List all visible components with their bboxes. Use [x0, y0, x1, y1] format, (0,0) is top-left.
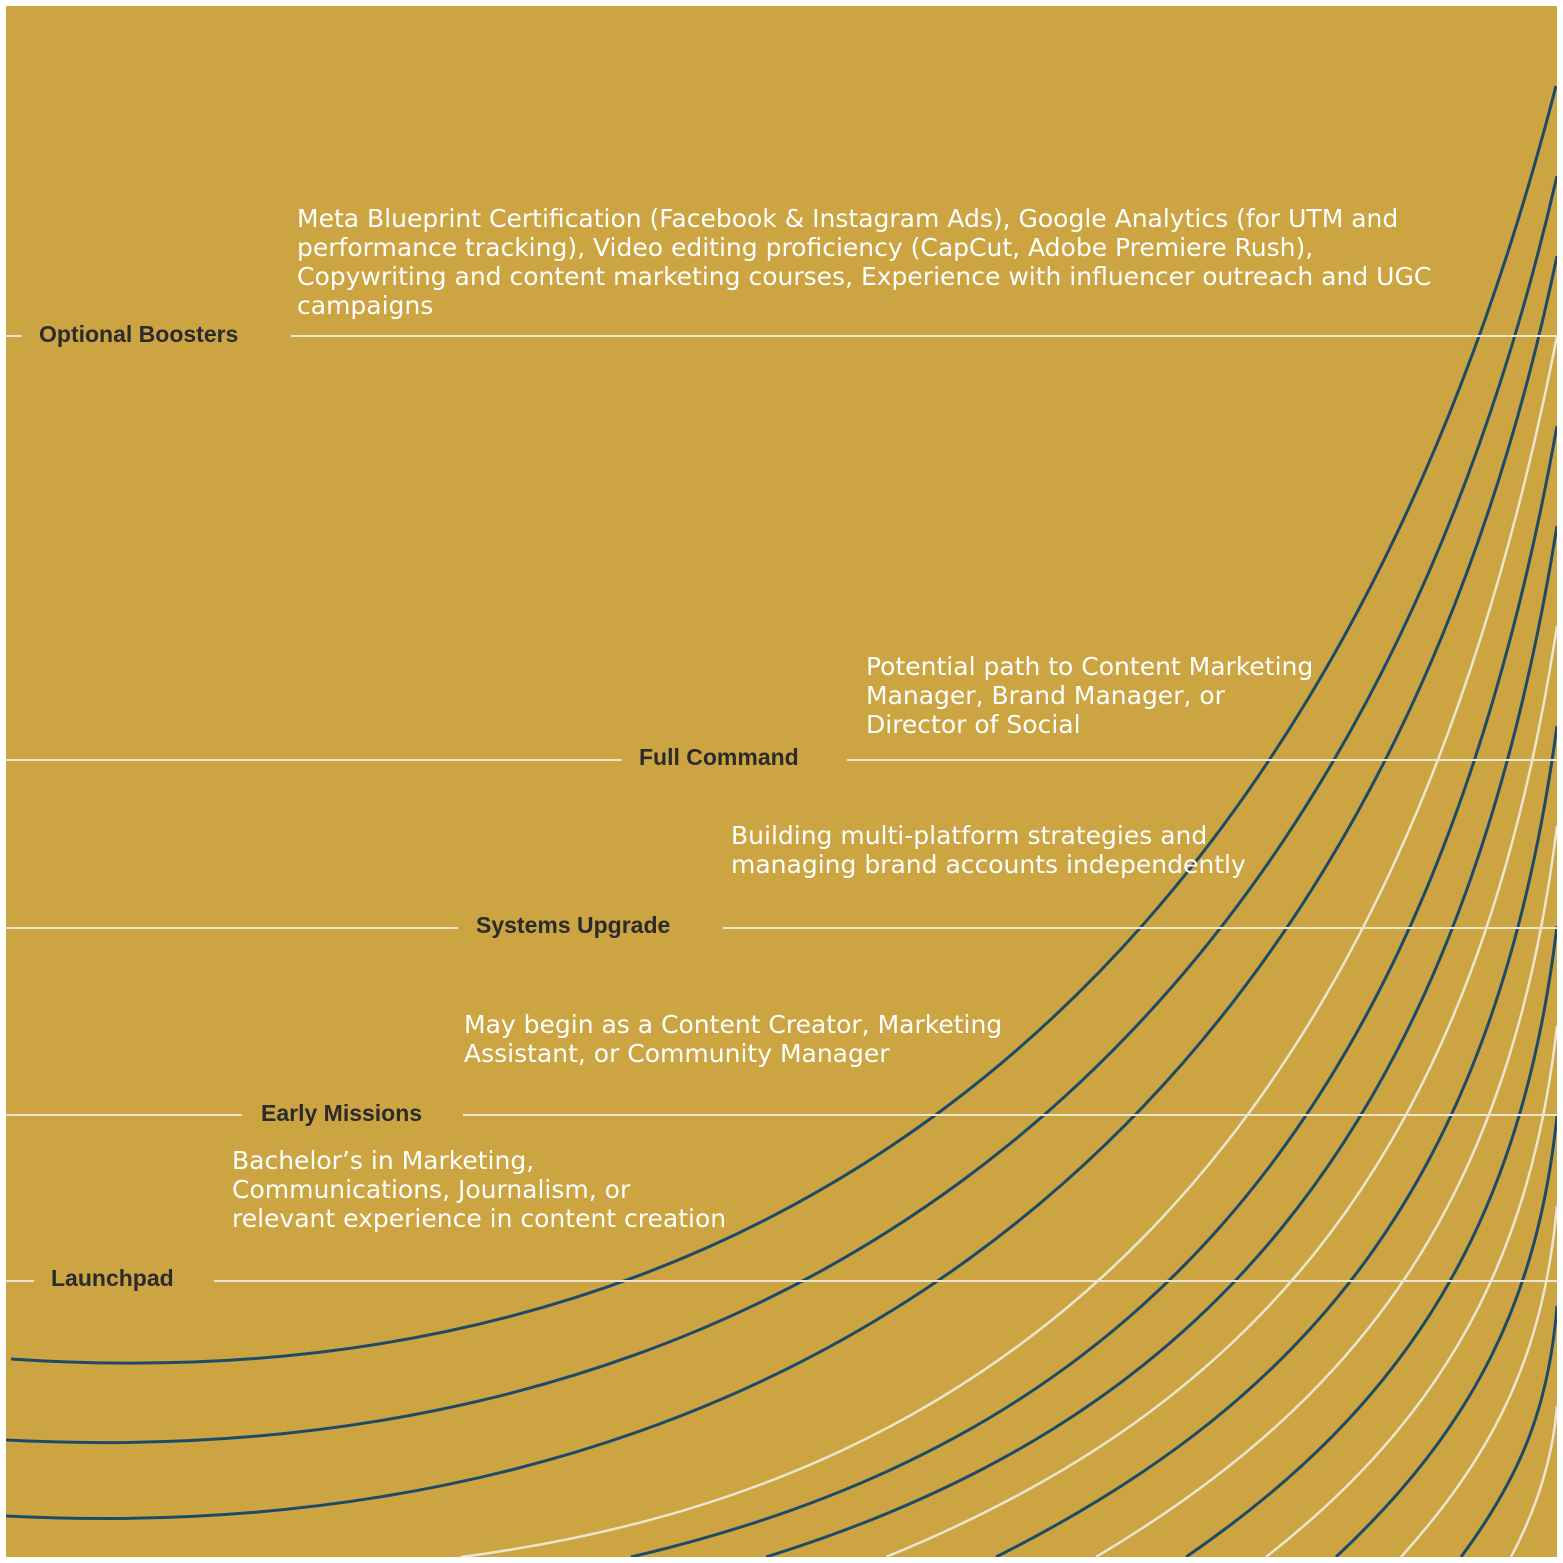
launchpad-label: Launchpad: [51, 1265, 174, 1291]
full-command-label: Full Command: [639, 744, 799, 770]
early-missions-line-right: [463, 1114, 1557, 1116]
systems-upgrade-line-right: [723, 927, 1557, 929]
early-missions-label: Early Missions: [261, 1100, 423, 1126]
systems-upgrade-description: Building multi-platform strategies and managing brand accounts independently: [731, 821, 1246, 879]
career-curve-10: [1186, 926, 1557, 1557]
systems-upgrade-label: Systems Upgrade: [476, 912, 671, 938]
full-command-description: Potential path to Content Marketing Manager, Brand Manager, or Director of Social: [866, 652, 1314, 739]
systems-upgrade-line-left: [6, 927, 458, 929]
career-curve-2: [6, 176, 1557, 1443]
career-curve-9: [1096, 826, 1557, 1557]
early-missions-line-left: [6, 1114, 242, 1116]
career-curve-3: [6, 256, 1557, 1518]
career-curve-14: [1461, 1306, 1557, 1557]
launchpad-description: Bachelor’s in Marketing, Communications, Journalism, or relevant experience in content creation: [232, 1146, 727, 1233]
optional-boosters-description: Meta Blueprint Certification (Facebook & Instagram Ads), Google Analytics (for UTM and performance tracking), Video editing proficiency (CapCut, Adobe Premiere Rush), Copywriting and content marketing courses, Experience with influencer outreach and UGC campaigns: [297, 204, 1432, 320]
full-command-line-left: [6, 759, 622, 761]
career-path-panel: [6, 6, 1557, 1557]
optional-boosters-line-left: [6, 335, 22, 337]
optional-boosters-label: Optional Boosters: [39, 321, 239, 347]
launchpad-line-left: [6, 1280, 34, 1282]
launchpad-line-right: [214, 1280, 1557, 1282]
full-command-line-right: [847, 759, 1557, 761]
career-curve-12: [1336, 1116, 1557, 1557]
early-missions-description: May begin as a Content Creator, Marketing Assistant, or Community Manager: [464, 1010, 1003, 1068]
optional-boosters-line-right: [291, 335, 1557, 337]
career-curve-15: [1511, 1406, 1557, 1557]
career-curve-4: [461, 336, 1557, 1557]
